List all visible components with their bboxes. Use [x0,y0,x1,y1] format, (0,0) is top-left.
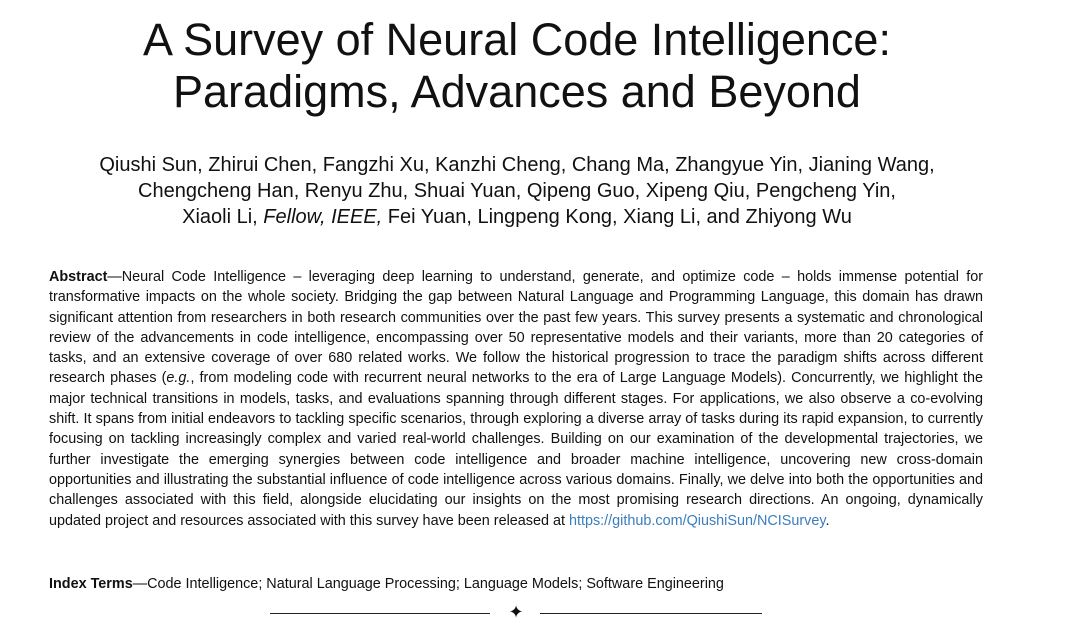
abstract-eg: e.g. [166,370,191,387]
diamond-separator-icon: ✦ [508,602,524,622]
divider-left [270,613,490,614]
abstract-end: . [825,512,830,529]
abstract-label: Abstract [49,269,108,285]
index-terms-text: —Code Intelligence; Natural Language Processing; Language Models; Software Engineering [132,576,724,592]
authors-line-1: Qiushi Sun, Zhirui Chen, Fangzhi Xu, Kanzhi Cheng, Chang Ma, Zhangyue Yin, Jianing Wang, [99,154,935,176]
index-terms [49,574,983,594]
abstract-text-1: —Neural Code Intelligence – leveraging deep learning to understand, generate, and optimize code – holds immense potential for transformative impacts on the whole society. Bridging the gap between Natural Language and Programming Language, this domain has drawn significant attention from researchers in both research communities over the past few years. This survey presents a systematic and chronological review of the advancements in code intelligence, encompassing over 50 representative models and their variants, more than 20 categories of tasks, and an extensive coverage of over 680 related works. We follow the historical progression to trace the paradigm shifts across different research phases ( [49,269,983,387]
authors-line-2: Chengcheng Han, Renyu Zhu, Shuai Yuan, Qipeng Guo, Xipeng Qiu, Pengcheng Yin, [138,180,896,202]
author-list [0,152,1034,230]
authors-line-3-pre: Xiaoli Li, [182,206,264,228]
abstract [49,267,983,531]
paper-title [0,14,1034,118]
divider-right [540,613,762,614]
fellow-ieee-note: Fellow, IEEE, [263,206,383,228]
index-terms-label: Index Terms [49,576,133,592]
title-line-2: Paradigms, Advances and Beyond [173,66,861,117]
abstract-text-2: , from modeling code with recurrent neural networks to the era of Large Language Models). Concurrently, we highlight the major technical transitions in models, tasks, and evaluations spanning through different stages. For applications, we also observe a co-evolving shift. It spans from initial endeavors to tackling specific scenarios, through exploring a diverse array of tasks during its rapid expansion, to currently focusing on tackling increasingly complex and varied real-world challenges. Building on our examination of the developmental trajectories, we further investigate the emerging synergies between code intelligence and broader machine intelligence, uncovering new cross-domain opportunities and illustrating the substantial influence of code intelligence across various domains. Finally, we delve into both the opportunities and challenges associated with this field, alongside elucidating our insights on the most promising research directions. An ongoing, dynamically updated project and resources associated with this survey have been released at [49,370,983,529]
github-link[interactable]: https://github.com/QiushiSun/NCISurvey [568,512,826,529]
authors-line-3 [0,204,1034,230]
authors-line-3-post: Fei Yuan, Lingpeng Kong, Xiang Li, and Zhiyong Wu [382,206,852,228]
title-line-1: A Survey of Neural Code Intelligence: [143,14,891,65]
